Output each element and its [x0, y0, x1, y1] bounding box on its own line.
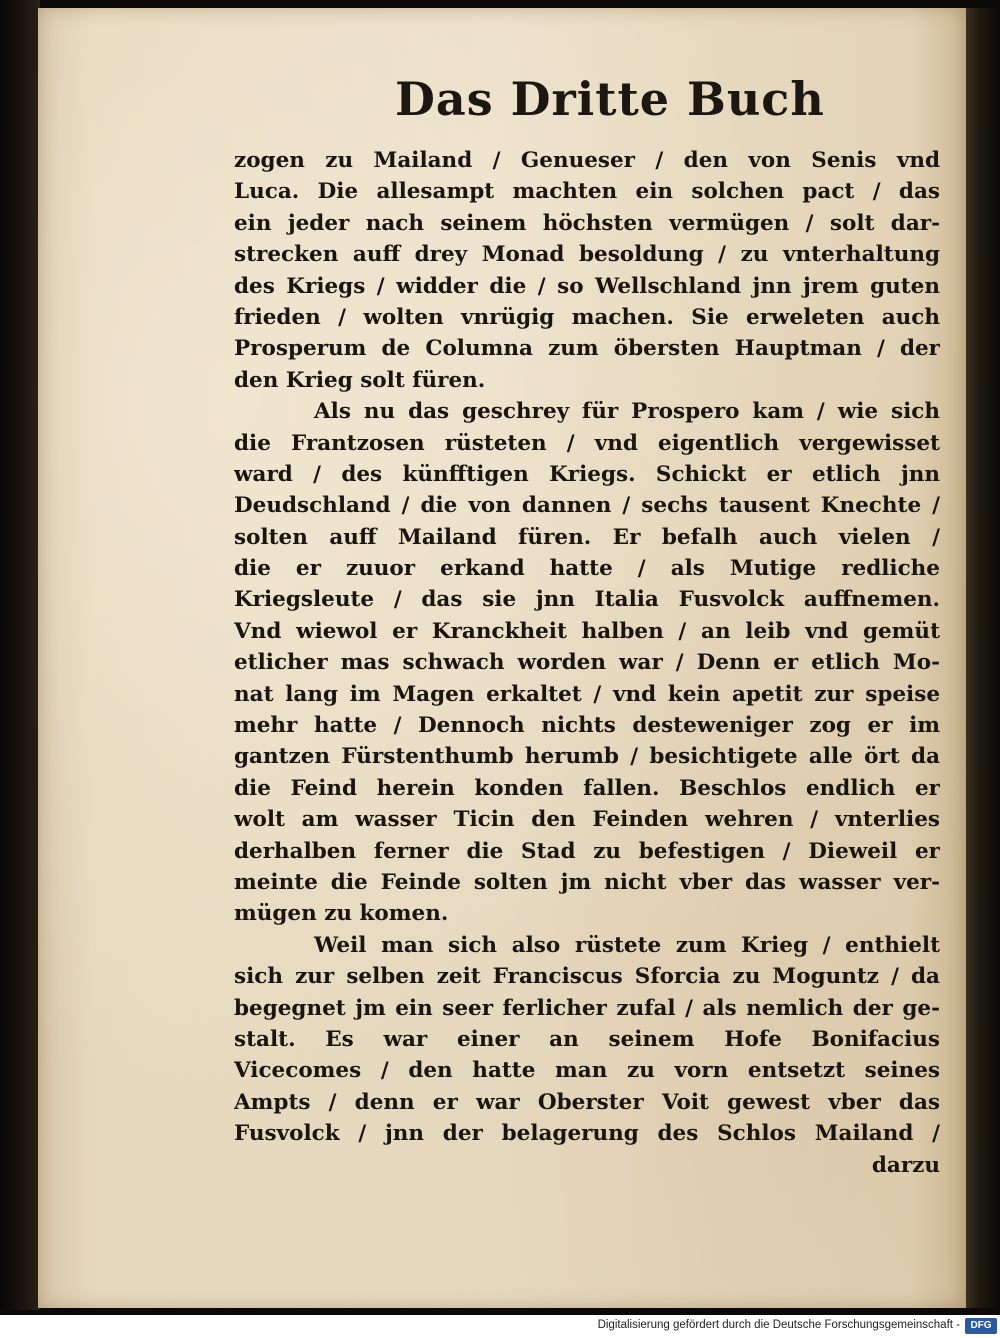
text-line: sich zur selben zeit Franciscus Sforcia zu Moguntz / da [234, 964, 940, 990]
paragraph-start: Weil man sich also rüstete zum Krieg / enthielt [314, 932, 940, 958]
text-line: mügen zu komen. [234, 901, 449, 927]
text-line: strecken auff drey Monad besoldung / zu vnterhaltung [234, 242, 940, 268]
text-line: des Kriegs / widder die / so Wellschland jnn jrem guten [234, 273, 940, 299]
text-line: Kriegsleute / das sie jnn Italia Fusvolck auffnemen. [234, 587, 940, 613]
digitization-footer [0, 1315, 1000, 1338]
scan-background-left [0, 0, 40, 1310]
text-line: den Krieg solt füren. [234, 367, 486, 393]
text-line: ein jeder nach seinem höchsten vermügen / solt dar- [234, 210, 940, 236]
text-line: frieden / wolten vnrügig machen. Sie erweleten auch [234, 304, 940, 330]
text-line: wolt am wasser Ticin den Feinden wehren / vnterlies [234, 807, 940, 833]
text-line: Vicecomes / den hatte man zu vorn entsetzt seines [234, 1058, 940, 1084]
text-line: Deudschland / die von dannen / sechs tausent Knechte / [234, 493, 940, 519]
text-line: gantzen Fürstenthumb herumb / besichtigete alle ört da [234, 744, 940, 770]
text-line: Prosperum de Columna zum öbersten Hauptman / der [234, 336, 940, 362]
text-line: Ampts / denn er war Oberster Voit gewest vber das [234, 1089, 940, 1115]
text-line: solten auff Mailand füren. Er befalh auch vielen / [234, 524, 940, 550]
text-line: Luca. Die allesampt machten ein solchen pact / das [234, 179, 940, 205]
text-line: Vnd wiewol er Kranckheit halben / an leib vnd gemüt [234, 618, 940, 644]
text-line: ward / des künfftigen Kriegs. Schickt er etlich jnn [234, 461, 940, 487]
text-line: die Feind herein konden fallen. Beschlos endlich er [234, 775, 940, 801]
text-line: derhalben ferner die Stad zu befestigen / Dieweil er [234, 838, 940, 864]
text-line: stalt. Es war einer an seinem Hofe Bonifacius [234, 1026, 940, 1052]
text-line: etlicher mas schwach worden war / Denn er etlich Mo- [234, 650, 940, 676]
running-head: Das Dritte Buch [395, 72, 825, 126]
funding-credit: Digitalisierung gefördert durch die Deutsche Forschungsgemeinschaft - [597, 1319, 960, 1331]
text-line: meinte die Feinde solten jm nicht vber das wasser ver- [234, 869, 940, 895]
text-line: zogen zu Mailand / Genueser / den von Senis vnd [234, 148, 940, 173]
dfg-logo: DFG [965, 1318, 997, 1334]
text-line: die er zuuor erkand hatte / als Mutige redliche [234, 556, 940, 582]
book-edge-right [966, 8, 1000, 1308]
text-line: nat lang im Magen erkaltet / vnd kein apetit zur speise [234, 681, 940, 707]
text-line: die Frantzosen rüsteten / vnd eigentlich vergewisset [234, 430, 940, 456]
paragraph-start: Als nu das geschrey für Prospero kam / wie sich [314, 399, 940, 425]
catchword: darzu [871, 1152, 940, 1178]
text-line: mehr hatte / Dennoch nichts desteweniger zog er im [234, 713, 940, 739]
text-line: Fusvolck / jnn der belagerung des Schlos Mailand / [234, 1121, 940, 1147]
text-block [234, 145, 940, 1181]
text-line: begegnet jm ein seer ferlicher zufal / als nemlich der ge- [234, 995, 940, 1021]
